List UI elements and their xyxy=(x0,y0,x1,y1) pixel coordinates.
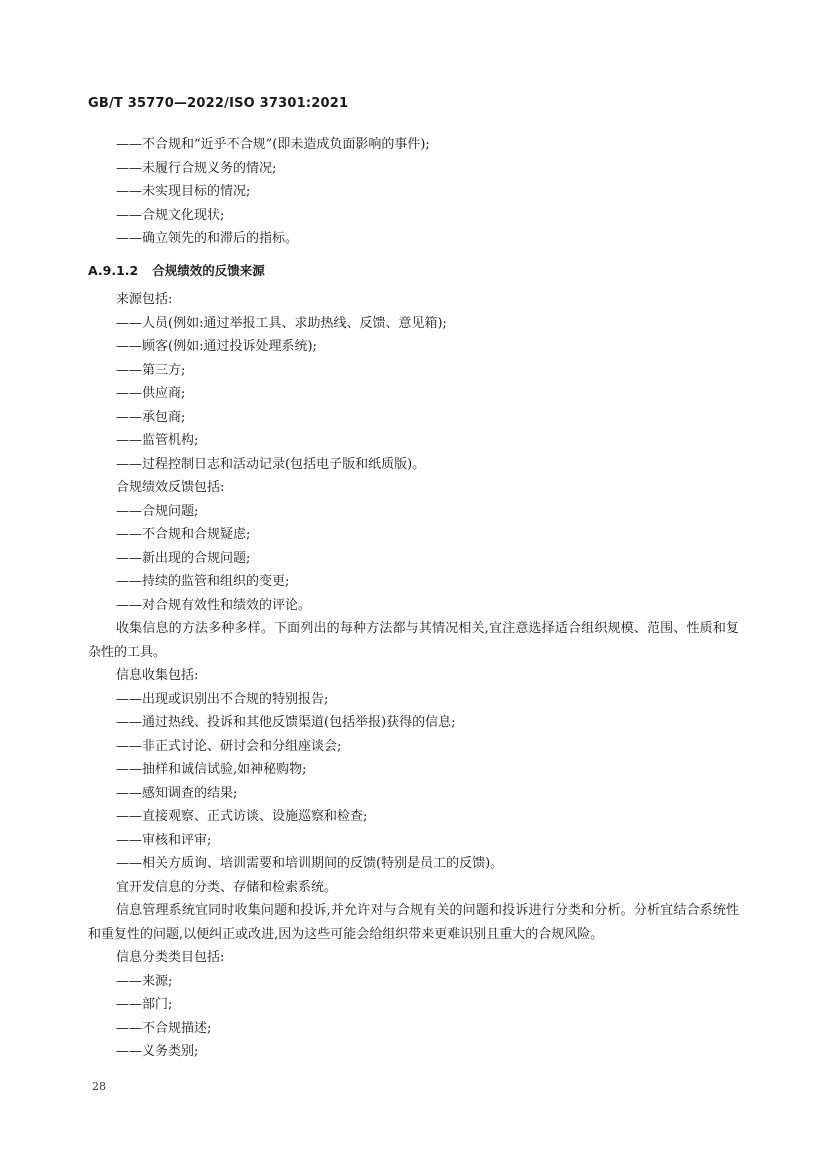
list-item: ——新出现的合规问题; xyxy=(116,550,251,566)
list-item: ——监管机构; xyxy=(116,433,199,448)
list-item: ——部门; xyxy=(116,997,173,1012)
list-item: ——不合规和“近乎不合规”(即未造成负面影响的事件); xyxy=(116,137,430,152)
list-item: ——直接观察、正式访谈、设施巡察和检查; xyxy=(116,809,368,824)
list-item: ——第三方; xyxy=(116,362,186,378)
list-item: ——义务类别; xyxy=(116,1044,199,1059)
list-item: ——合规问题; xyxy=(116,503,199,519)
methods-paragraph: 收集信息的方法多种多样。下面列出的每种方法都与其情况相关,宜注意选择适合组织规模、范围、性质和复杂性的工具。 xyxy=(88,621,739,660)
section-number: A.9.1.2 xyxy=(88,262,139,278)
list-item: ——未实现目标的情况; xyxy=(116,184,251,199)
page-number: 28 xyxy=(92,1080,106,1093)
list-item: ——过程控制日志和活动记录(包括电子版和纸质版)。 xyxy=(116,456,426,472)
list-item: ——非正式讨论、研讨会和分组座谈会; xyxy=(116,738,342,754)
categories-intro: 信息分类类目包括: xyxy=(116,950,225,965)
collection-intro: 信息收集包括: xyxy=(116,668,199,683)
list-item: ——感知调查的结果; xyxy=(116,785,238,801)
list-item: ——人员(例如:通过举报工具、求助热线、反馈、意见箱); xyxy=(116,315,447,331)
list-item: ——相关方质询、培训需要和培训期间的反馈(特别是员工的反馈)。 xyxy=(116,856,504,871)
list-item: ——顾客(例如:通过投诉处理系统); xyxy=(116,339,317,354)
system-sentence: 宜开发信息的分类、存储和检索系统。 xyxy=(116,879,338,895)
list-item: ——对合规有效性和绩效的评论。 xyxy=(116,597,312,613)
standard-code-header: GB/T 35770—2022/ISO 37301:2021 xyxy=(88,96,349,111)
list-item: ——供应商; xyxy=(116,386,186,401)
list-item: ——审核和评审; xyxy=(116,832,212,848)
list-item: ——不合规和合规疑虑; xyxy=(116,527,251,542)
list-item: ——抽样和诚信试验,如神秘购物; xyxy=(116,762,307,777)
list-item: ——确立领先的和滞后的指标。 xyxy=(116,231,299,246)
list-item: ——合规文化现状; xyxy=(116,207,225,223)
section-title: 合规绩效的反馈来源 xyxy=(152,262,265,278)
page-content xyxy=(0,133,827,1064)
list-item: ——未履行合规义务的情况; xyxy=(116,160,277,176)
section-heading xyxy=(0,259,827,283)
sources-intro: 来源包括: xyxy=(116,292,173,307)
list-item: ——通过热线、投诉和其他反馈渠道(包括举报)获得的信息; xyxy=(116,715,456,730)
list-item: ——承包商; xyxy=(116,409,186,425)
list-item: ——持续的监管和组织的变更; xyxy=(116,574,290,589)
feedback-intro: 合规绩效反馈包括: xyxy=(116,480,225,495)
list-item: ——来源; xyxy=(116,973,173,989)
list-item: ——出现或识别出不合规的特别报告; xyxy=(116,691,329,707)
management-paragraph: 信息管理系统宜同时收集问题和投诉,并允许对与合规有关的问题和投诉进行分类和分析。分析宜结合系统性和重复性的问题,以便纠正或改进,因为这些可能会给组织带来更难识别且重大的合规风险。 xyxy=(88,903,739,942)
list-item: ——不合规描述; xyxy=(116,1020,212,1036)
